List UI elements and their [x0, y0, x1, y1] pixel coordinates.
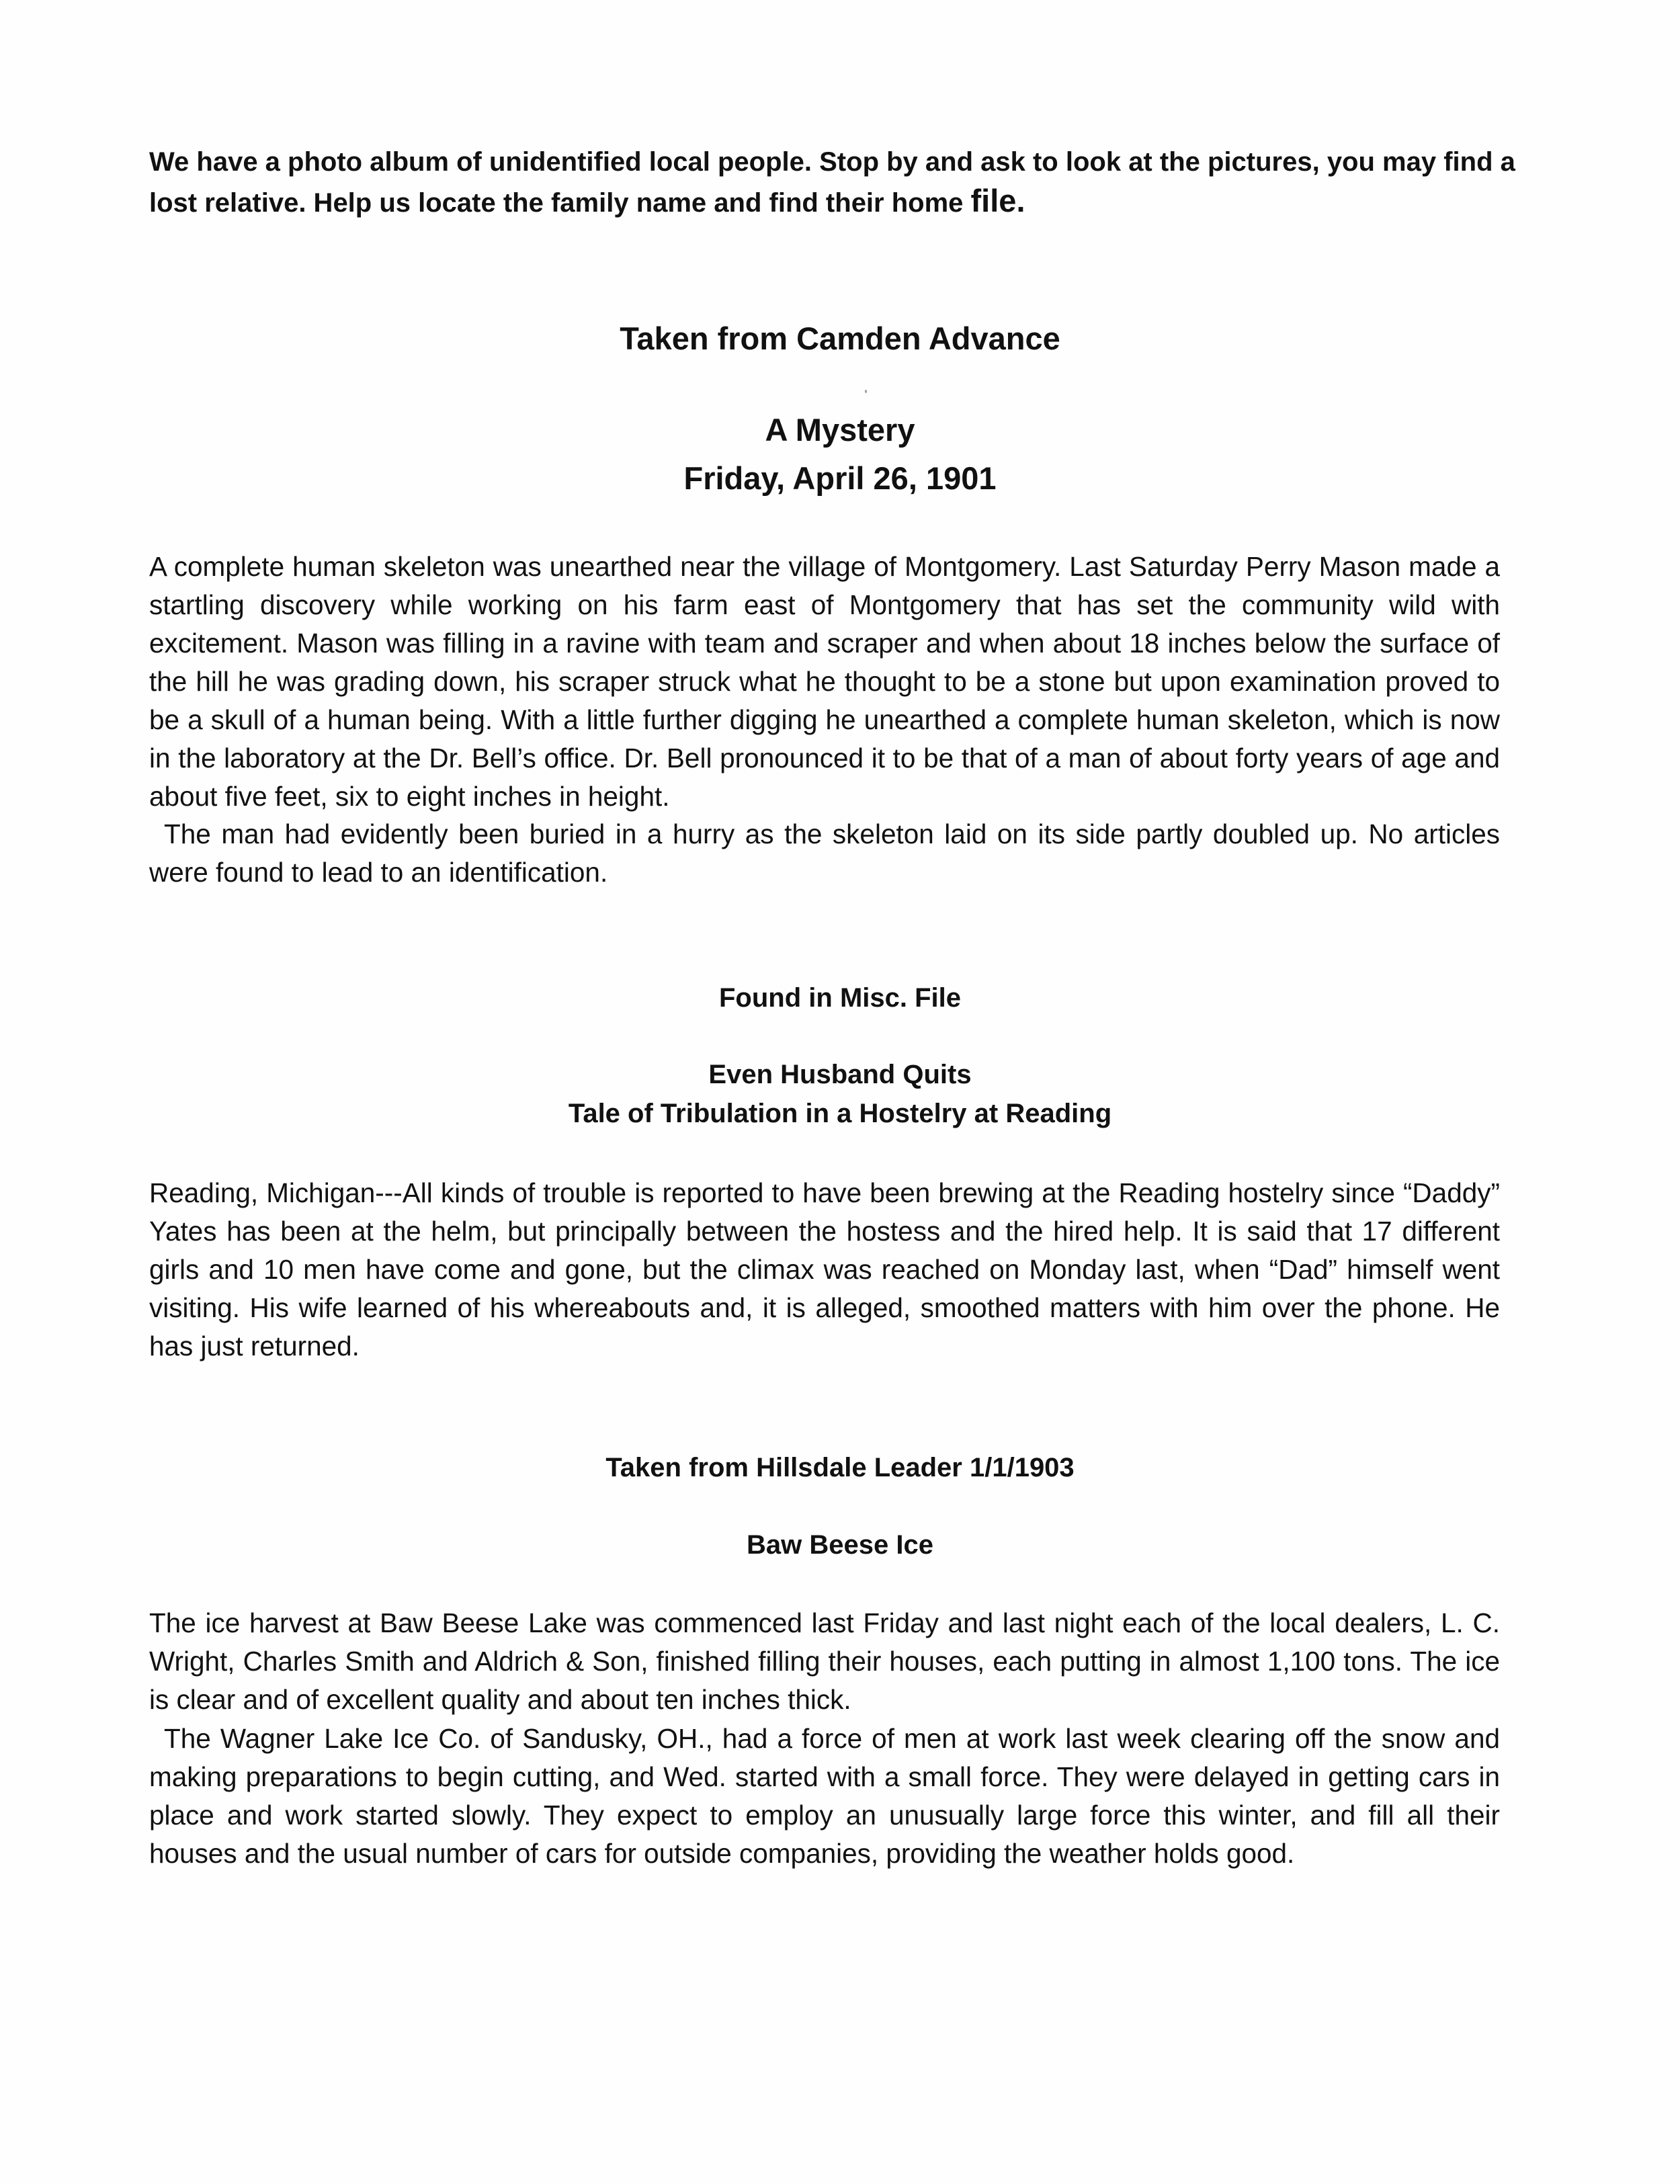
notice-text: We have a photo album of unidentified local people. Stop by and ask to look at the pictures, you may find a lost relative. Help us locate the family name and find their home: [149, 147, 1515, 218]
article2-title: Even Husband Quits: [708, 1060, 972, 1089]
article1-paragraph-1: A complete human skeleton was unearthed near the village of Montgomery. Last Saturday Perry Mason made a startling discovery while working on his farm east of Montgomery that has set the community wild with excitement. Mason was filling in a ravine with team and scraper and when about 18 inches below the surface of the hill he was grading down, his scraper struck what he thought to be a stone but upon examination proved to be a skull of a human being. With a little further digging he unearthed a complete human skeleton, which is now in the laboratory at the Dr. Bell’s office. Dr. Bell pronounced it to be that of a man of about forty years of age and about five feet, six to eight inches in height.: [149, 551, 1500, 812]
article3-title: Baw Beese Ice: [747, 1530, 933, 1560]
photo-album-notice: [149, 142, 1547, 222]
scan-speck: [865, 390, 867, 393]
article3-paragraph-1: The ice harvest at Baw Beese Lake was commenced last Friday and last night each of the local dealers, L. C. Wright, Charles Smith and Aldrich & Son, finished filling their houses, each putting in almost 1,100 tons. The ice is clear and of excellent quality and about ten inches thick.: [149, 1607, 1500, 1715]
notice-last-word: file.: [970, 183, 1025, 218]
article3-paragraph-2: The Wagner Lake Ice Co. of Sandusky, OH., had a force of men at work last week clearing off the snow and making preparations to begin cutting, and Wed. started with a small force. They were delayed in getting cars in place and work started slowly. They expect to employ an unusually large force this winter, and fill all their houses and the usual number of cars for outside companies, providing the weather holds good.: [149, 1723, 1500, 1869]
article1-paragraph-2: The man had evidently been buried in a hurry as the skeleton laid on its side partly doubled up. No articles were found to lead to an identification.: [149, 818, 1500, 888]
article1-title: A Mystery: [765, 412, 915, 448]
article2-paragraph-1: Reading, Michigan---All kinds of trouble is reported to have been brewing at the Reading hostelry since “Daddy” Yates has been at the helm, but principally between the hostess and the hired help. It is said that 17 different girls and 10 men have come and gone, but the climax was reached on Monday last, when “Dad” himself went visiting. His wife learned of his whereabouts and, it is alleged, smoothed matters with him over the phone. He has just returned.: [149, 1177, 1500, 1361]
article3-source: Taken from Hillsdale Leader 1/1/1903: [605, 1453, 1075, 1482]
article2-subtitle: Tale of Tribulation in a Hostelry at Reading: [568, 1099, 1112, 1128]
article2-source: Found in Misc. File: [719, 983, 961, 1013]
article1-date: Friday, April 26, 1901: [683, 460, 997, 496]
article1-source: Taken from Camden Advance: [620, 321, 1060, 356]
